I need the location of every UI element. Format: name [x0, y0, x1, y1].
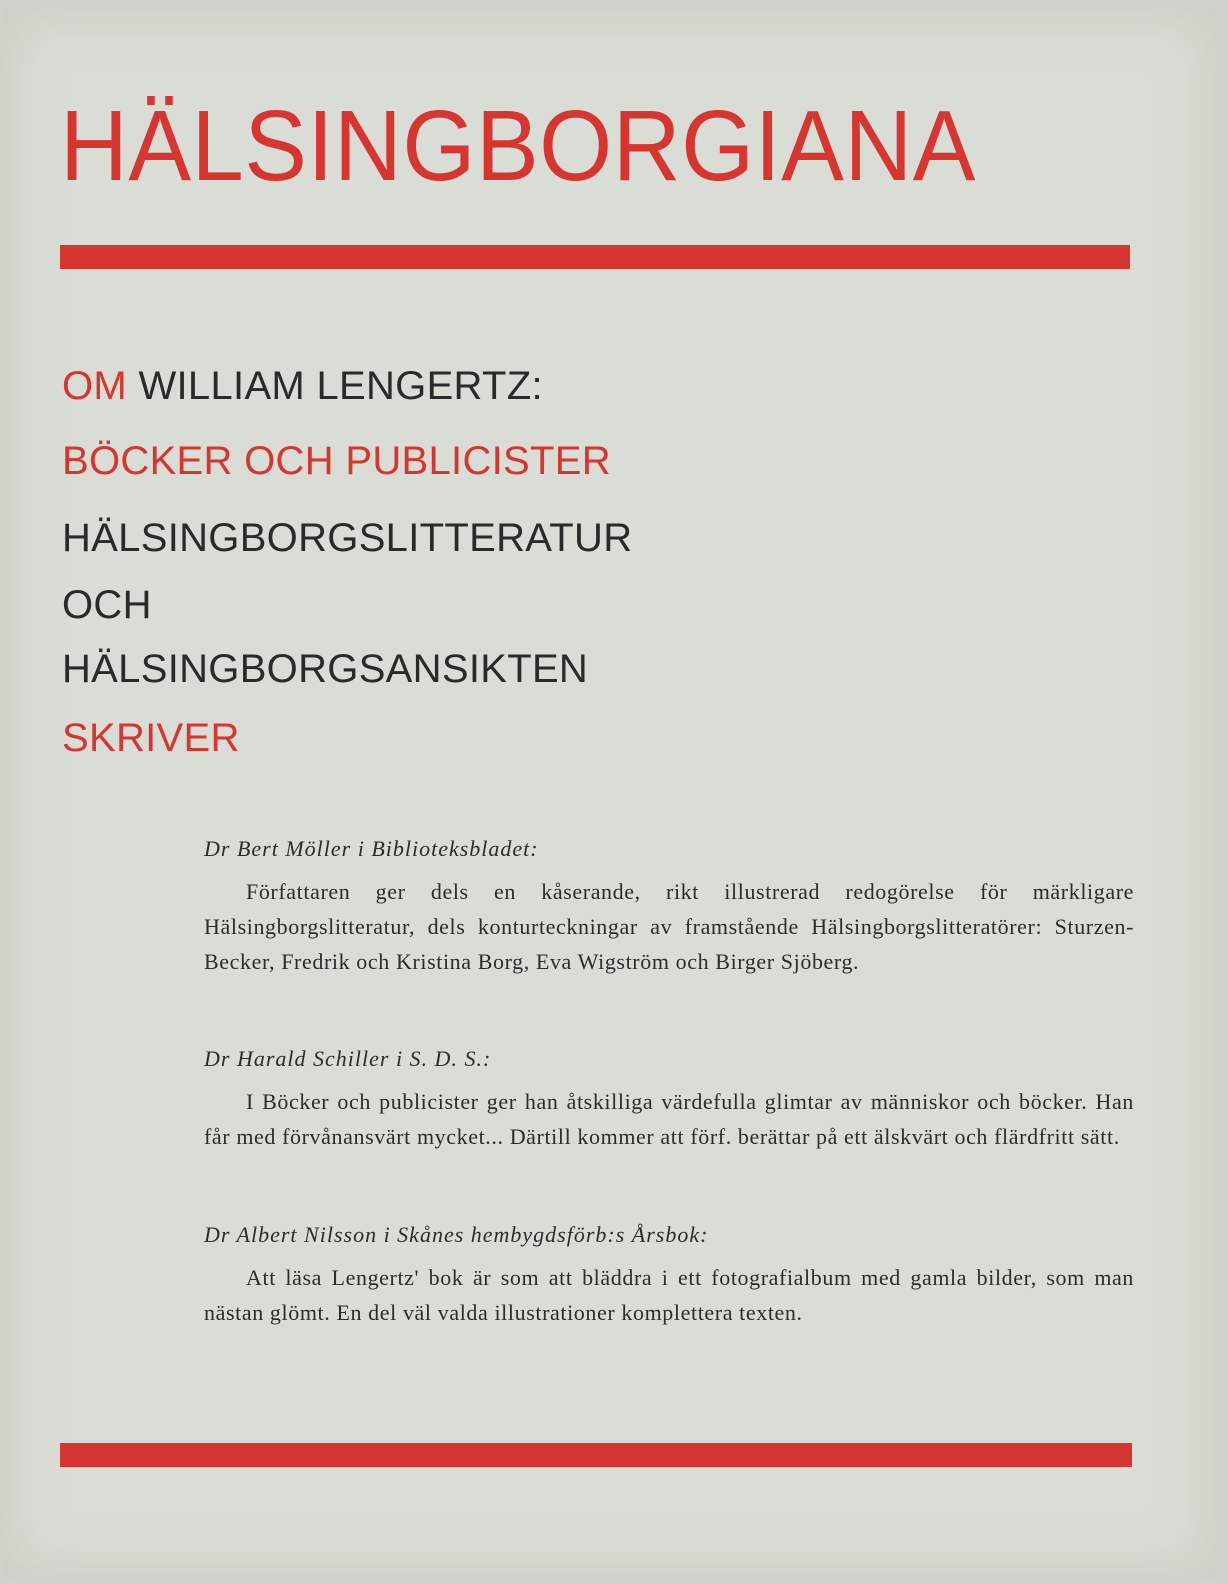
- book-back-cover: [4, 8, 1216, 1578]
- heading-om: OM: [62, 364, 128, 408]
- heading-line-och: OCH: [62, 583, 152, 627]
- heading-author-name: WILLIAM LENGERTZ:: [138, 364, 543, 408]
- review-source: Dr Albert Nilsson i Skånes hembygdsförb:s Årsbok:: [204, 1222, 709, 1247]
- review-source: Dr Harald Schiller i S. D. S.:: [204, 1046, 492, 1071]
- review-quote: Författaren ger dels en kåserande, rikt illustrerad redogörelse för märkligare Hälsingborgslitteratur, dels konturteckningar av framstående Hälsingborgslitteratörer: Sturzen-Becker, Fredrik och Kristina Borg, Eva Wigström och Birger Sjöberg.: [204, 878, 1134, 974]
- heading-book-title: BÖCKER OCH PUBLICISTER: [62, 439, 611, 483]
- heading-line-ansikten: HÄLSINGBORGSANSIKTEN: [62, 647, 589, 691]
- heading-skriver: SKRIVER: [62, 716, 240, 760]
- review-source: Dr Bert Möller i Biblioteksbladet:: [204, 836, 539, 861]
- heading-line-litteratur: HÄLSINGBORGSLITTERATUR: [62, 516, 633, 560]
- bottom-red-rule: [60, 1443, 1132, 1467]
- heading-about-author: [62, 366, 543, 406]
- review-moller: [204, 835, 1134, 979]
- review-quote: Att läsa Lengertz' bok är som att bläddra i ett fotografialbum med gamla bilder, som man nästan glömt. En del väl valda illustrationer komplettera texten.: [204, 1264, 1134, 1325]
- review-quote: I Böcker och publicister ger han åtskilliga värdefulla glimtar av människor och böcker. Han får med förvånansvärt mycket... Därtill kommer att förf. berättar på ett älskvärt och flärdfritt sätt.: [204, 1088, 1134, 1149]
- review-schiller: [204, 1045, 1134, 1154]
- review-nilsson: [204, 1221, 1134, 1330]
- cover-title: HÄLSINGBORGIANA: [60, 90, 976, 202]
- top-red-rule: [60, 245, 1130, 269]
